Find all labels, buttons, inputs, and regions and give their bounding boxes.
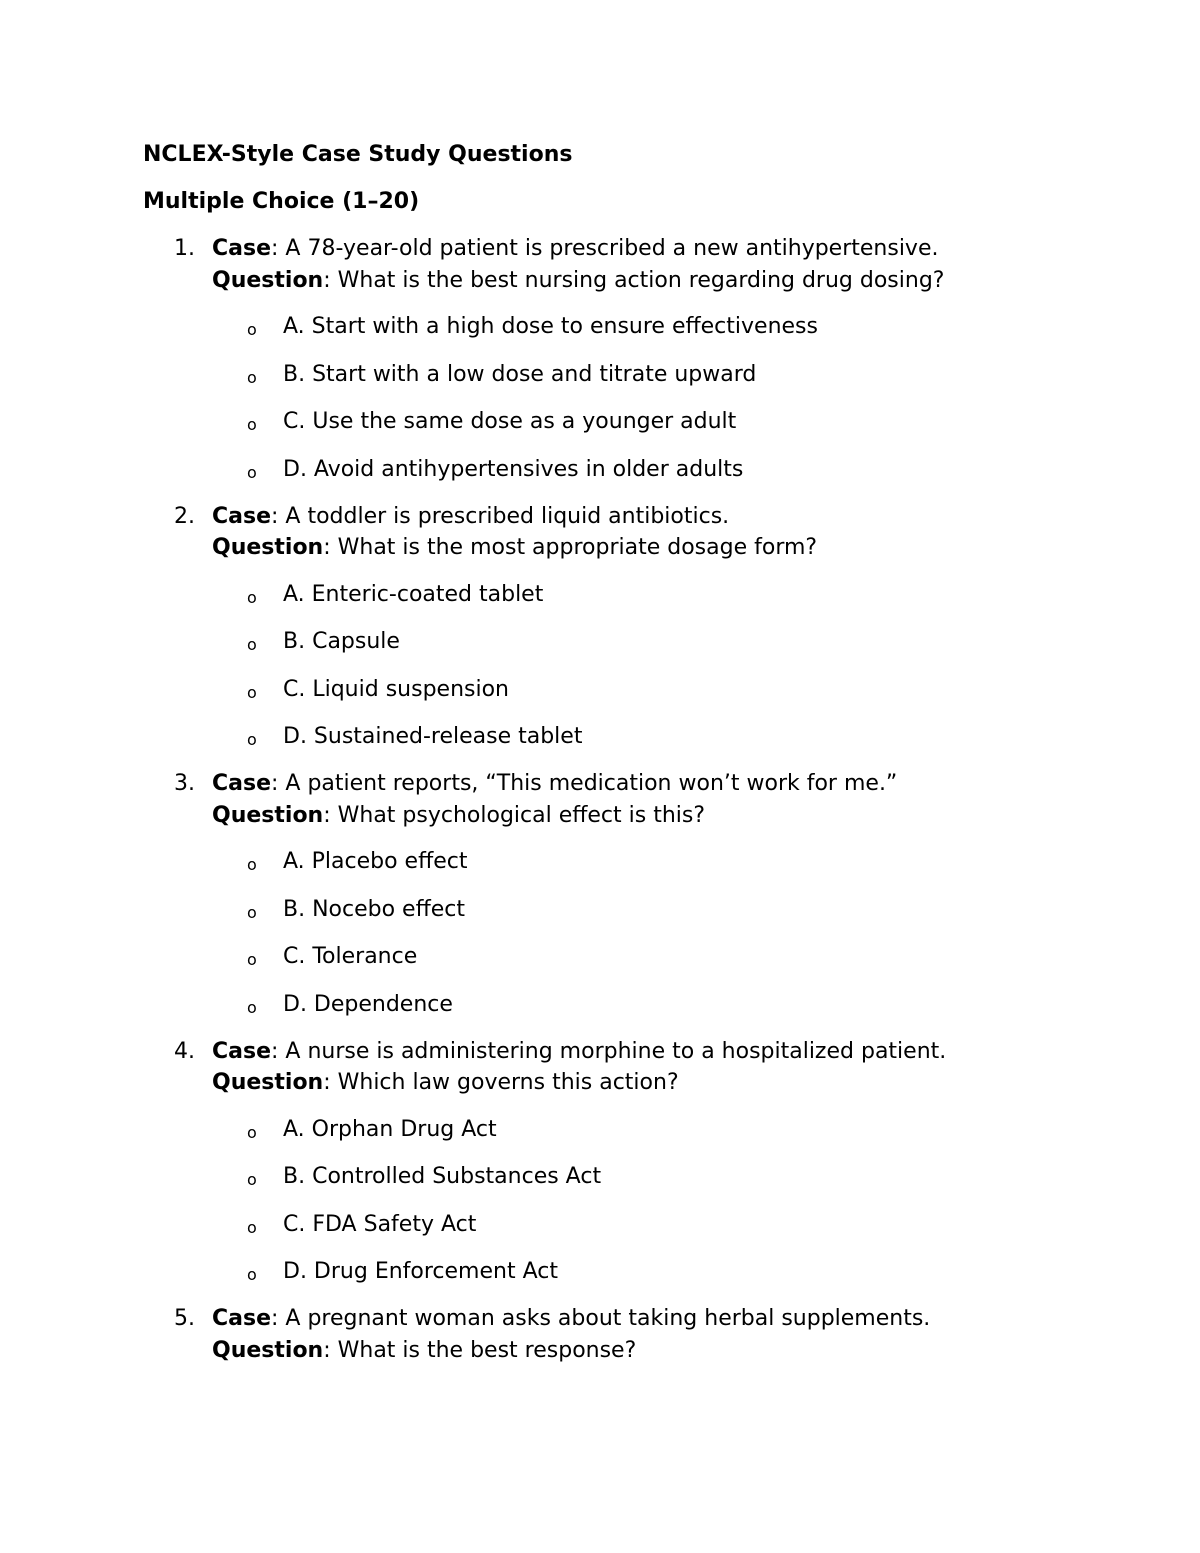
- case-line: [212, 233, 1200, 265]
- question-number: 4.: [174, 1038, 195, 1064]
- question-line: [212, 1335, 1200, 1367]
- document-title: NCLEX-Style Case Study Questions: [143, 142, 573, 167]
- answer-options: [0, 1114, 1200, 1289]
- answer-option: [0, 626, 1200, 658]
- case-line: [212, 1303, 1200, 1335]
- answer-option-text: D. Avoid antihypertensives in older adults: [283, 456, 744, 482]
- answer-option-text: D. Dependence: [283, 991, 453, 1017]
- circle-bullet-icon: o: [247, 1170, 257, 1189]
- circle-bullet-icon: o: [247, 367, 257, 387]
- circle-bullet-icon: o: [247, 997, 257, 1017]
- answer-options: [0, 579, 1200, 754]
- case-label: Case: [212, 771, 272, 796]
- answer-option-text: A. Placebo effect: [283, 849, 468, 874]
- question-line: [212, 265, 1200, 297]
- answer-option: [0, 359, 1200, 391]
- case-text: A toddler is prescribed liquid antibiotics.: [285, 503, 730, 529]
- answer-option: [0, 311, 1200, 343]
- case-line: [212, 501, 1200, 533]
- label-separator: :: [323, 1070, 338, 1095]
- question-text: What psychological effect is this?: [337, 802, 706, 828]
- question-number: 1.: [174, 236, 195, 261]
- question-label: Question: [212, 1337, 324, 1363]
- question-line: [212, 800, 1200, 832]
- label-separator: :: [271, 1306, 286, 1331]
- label-separator: :: [323, 1337, 338, 1363]
- answer-option: [0, 1114, 1200, 1146]
- answer-option-text: C. Tolerance: [283, 944, 418, 969]
- case-text: A pregnant woman asks about taking herbal supplements.: [285, 1306, 931, 1331]
- circle-bullet-icon: o: [247, 462, 257, 482]
- question-text: Which law governs this action?: [337, 1070, 679, 1095]
- answer-option: [0, 846, 1200, 878]
- circle-bullet-icon: o: [247, 1217, 257, 1237]
- question-item: [0, 1303, 1200, 1366]
- case-text: A 78-year-old patient is prescribed a new antihypertensive.: [285, 236, 939, 261]
- answer-option: [0, 454, 1200, 486]
- question-number: 5.: [174, 1306, 195, 1331]
- answer-option: [0, 674, 1200, 706]
- circle-bullet-icon: o: [247, 1122, 257, 1142]
- label-separator: :: [323, 535, 338, 560]
- question-number: 3.: [174, 771, 195, 796]
- case-text: A nurse is administering morphine to a hospitalized patient.: [285, 1038, 947, 1064]
- circle-bullet-icon: o: [247, 682, 257, 702]
- question-item: [0, 233, 1200, 486]
- label-separator: :: [271, 771, 286, 796]
- question-list: [0, 233, 1200, 1381]
- question-item: [0, 768, 1200, 1021]
- question-body: [212, 1303, 1200, 1366]
- case-line: [212, 1036, 1200, 1068]
- answer-option-text: C. Use the same dose as a younger adult: [283, 409, 737, 434]
- circle-bullet-icon: o: [247, 950, 257, 969]
- question-label: Question: [212, 267, 324, 293]
- label-separator: :: [271, 236, 286, 261]
- question-label: Question: [212, 802, 324, 828]
- circle-bullet-icon: o: [247, 635, 257, 654]
- question-line: [212, 532, 1200, 564]
- question-text: What is the most appropriate dosage form?: [337, 535, 818, 560]
- answer-option: [0, 1256, 1200, 1288]
- question-body: [212, 501, 1200, 564]
- question-body: [212, 768, 1200, 831]
- answer-option: [0, 989, 1200, 1021]
- answer-options: [0, 311, 1200, 486]
- case-label: Case: [212, 1038, 272, 1064]
- question-label: Question: [212, 1070, 324, 1095]
- circle-bullet-icon: o: [247, 1265, 257, 1284]
- label-separator: :: [323, 802, 338, 828]
- answer-option: [0, 1209, 1200, 1241]
- question-item: [0, 501, 1200, 754]
- label-separator: :: [271, 1038, 286, 1064]
- question-item: [0, 1036, 1200, 1289]
- label-separator: :: [271, 503, 286, 529]
- circle-bullet-icon: o: [247, 730, 257, 749]
- answer-option: [0, 941, 1200, 973]
- answer-option: [0, 721, 1200, 753]
- answer-option-text: B. Controlled Substances Act: [283, 1164, 602, 1189]
- question-text: What is the best response?: [337, 1337, 637, 1363]
- circle-bullet-icon: o: [247, 320, 257, 339]
- answer-option-text: C. FDA Safety Act: [283, 1211, 477, 1237]
- answer-option-text: A. Start with a high dose to ensure effectiveness: [283, 314, 818, 339]
- circle-bullet-icon: o: [247, 902, 257, 922]
- question-line: [212, 1067, 1200, 1099]
- question-body: [212, 1036, 1200, 1099]
- answer-option: [0, 406, 1200, 438]
- question-body: [212, 233, 1200, 296]
- case-text: A patient reports, “This medication won’t work for me.”: [285, 771, 898, 796]
- answer-option-text: C. Liquid suspension: [283, 676, 509, 702]
- answer-option-text: B. Start with a low dose and titrate upward: [283, 361, 757, 387]
- answer-option-text: B. Nocebo effect: [283, 896, 465, 922]
- circle-bullet-icon: o: [247, 855, 257, 874]
- case-line: [212, 768, 1200, 800]
- answer-option: [0, 1161, 1200, 1193]
- section-heading: Multiple Choice (1–20): [143, 189, 420, 214]
- label-separator: :: [323, 267, 338, 293]
- question-label: Question: [212, 535, 324, 560]
- case-label: Case: [212, 1306, 272, 1331]
- case-label: Case: [212, 503, 272, 529]
- answer-option-text: B. Capsule: [283, 629, 400, 654]
- circle-bullet-icon: o: [247, 587, 257, 607]
- answer-option: [0, 894, 1200, 926]
- answer-options: [0, 846, 1200, 1021]
- circle-bullet-icon: o: [247, 415, 257, 434]
- answer-option-text: D. Sustained-release tablet: [283, 724, 583, 749]
- case-label: Case: [212, 236, 272, 261]
- answer-option-text: A. Enteric-coated tablet: [283, 581, 544, 607]
- answer-option-text: A. Orphan Drug Act: [283, 1116, 497, 1142]
- answer-option: [0, 579, 1200, 611]
- answer-option-text: D. Drug Enforcement Act: [283, 1259, 558, 1284]
- question-text: What is the best nursing action regarding drug dosing?: [337, 267, 945, 293]
- question-number: 2.: [174, 503, 195, 529]
